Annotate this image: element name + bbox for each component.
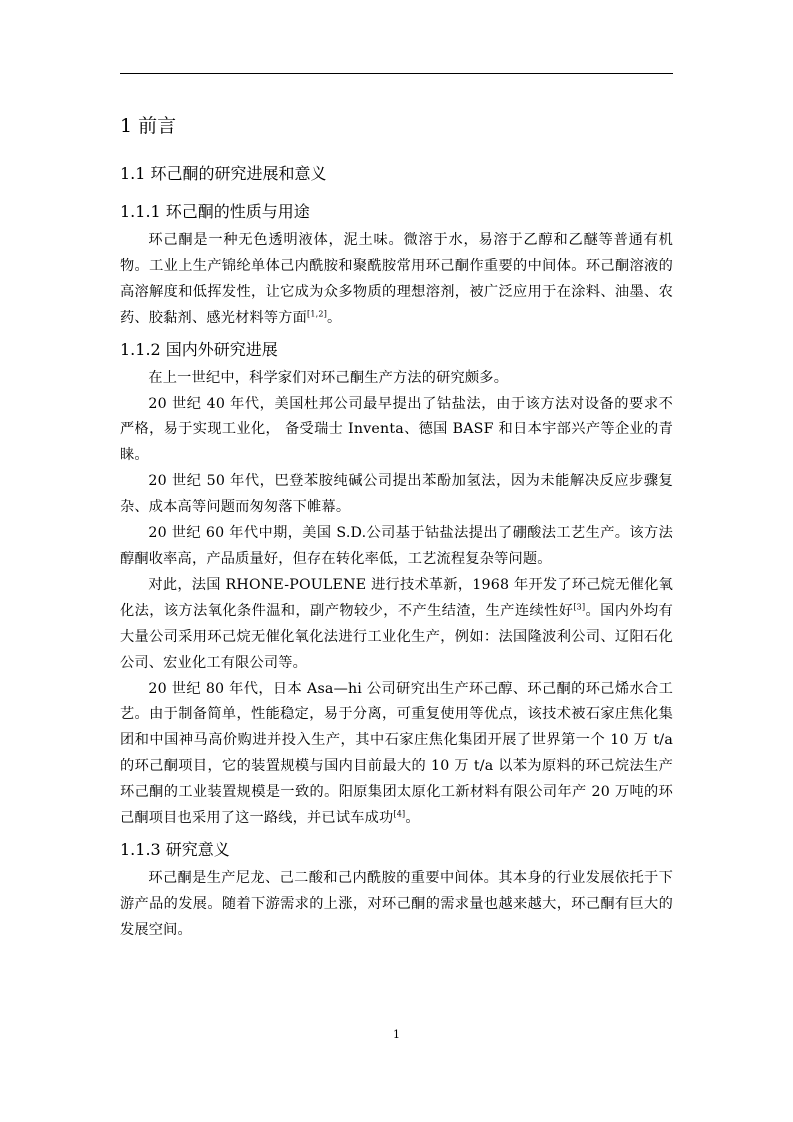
header-rule: [120, 73, 673, 74]
paragraph-end: 。: [327, 309, 342, 326]
paragraph-end: 。: [405, 810, 420, 827]
subsection-heading-1-1-3: 1.1.3 研究意义: [120, 839, 230, 859]
citation: [4]: [393, 809, 406, 819]
paragraph-text: 环己酮是一种无色透明液体，泥土味。微溶于水，易溶于乙醇和乙醚等普通有机物。工业上生产锦纶单体己内酰胺和聚酰胺常用环己酮作重要的中间体。环己酮溶液的高溶解度和低挥发性，让它成为众多物质的理想溶剂，被广泛应用于在涂料、油墨、农药、胶黏剂、感光材料等方面: [120, 232, 673, 326]
paragraph-1940s: 20 世纪 40 年代，美国杜邦公司最早提出了钴盐法，由于该方法对设备的要求不严格，易于实现工业化， 备受瑞士 Inventa、德国 BASF 和日本宇部兴产等企业的青睐。: [120, 395, 673, 464]
paragraph-properties: [120, 228, 673, 332]
paragraph-1950s: 20 世纪 50 年代，巴登苯胺纯碱公司提出苯酚加氢法，因为未能解决反应步骤复杂、成本高等问题而匆匆落下帷幕。: [120, 473, 673, 516]
subsection-heading-1-1-1: 1.1.1 环己酮的性质与用途: [120, 202, 310, 221]
chapter-title: 1 前言: [120, 115, 177, 137]
paragraph-text: 20 世纪 80 年代，日本 Asa—hi 公司研究出生产环己醇、环己酮的环己烯水合工艺。由于制备简单，性能稳定，易于分离，可重复使用等优点，该技术被石家庄焦化集团和中国神马高价购进并投入生产，其中石家庄焦化集团开展了世界第一个 10 万 t/a 的环己酮项目，它的装置规模与国内目前最大的 10 万 t/a 以苯为原料的环己烷法生产环己酮的工业装置规模是一致的。阳原集团太原化工新材料有限公司年产 20 万吨的环己酮项目也采用了这一路线，并已试车成功: [120, 680, 673, 827]
section-heading-1-1: 1.1 环己酮的研究进展和意义: [120, 164, 327, 183]
paragraph-text: 对此，法国 RHONE-POULENE 进行技术革新，1968 年开发了环己烷无催化氧化法，该方法氧化条件温和，副产物较少，不产生结渣，生产连续性好: [120, 576, 673, 619]
citation: [3]: [573, 602, 586, 612]
paragraph-1980s: [120, 677, 673, 832]
page-content: [120, 108, 673, 944]
page-number: 1: [393, 1028, 400, 1041]
subsection-heading-1-1-2: 1.1.2 国内外研究进展: [120, 339, 278, 359]
citation: [1,2]: [307, 308, 328, 318]
paragraph-history-intro: 在上一世纪中，科学家们对环己酮生产方法的研究颇多。: [148, 369, 509, 386]
paragraph-significance: 环己酮是生产尼龙、己二酸和己内酰胺的重要中间体。其本身的行业发展依托于下游产品的发展。随着下游需求的上涨，对环己酮的需求量也越来越大，环己酮有巨大的发展空间。: [120, 869, 673, 938]
paragraph-rhone-poulene: [120, 573, 673, 677]
paragraph-1960s: 20 世纪 60 年代中期，美国 S.D.公司基于钴盐法提出了硼酸法工艺生产。该方法醇酮收率高，产品质量好，但存在转化率低，工艺流程复杂等问题。: [120, 525, 673, 567]
paragraph-text: 。国内外均有大量公司采用环己烷无催化氧化法进行工业化生产，例如：法国隆波利公司、辽阳石化公司、宏业化工有限公司等。: [120, 602, 674, 671]
